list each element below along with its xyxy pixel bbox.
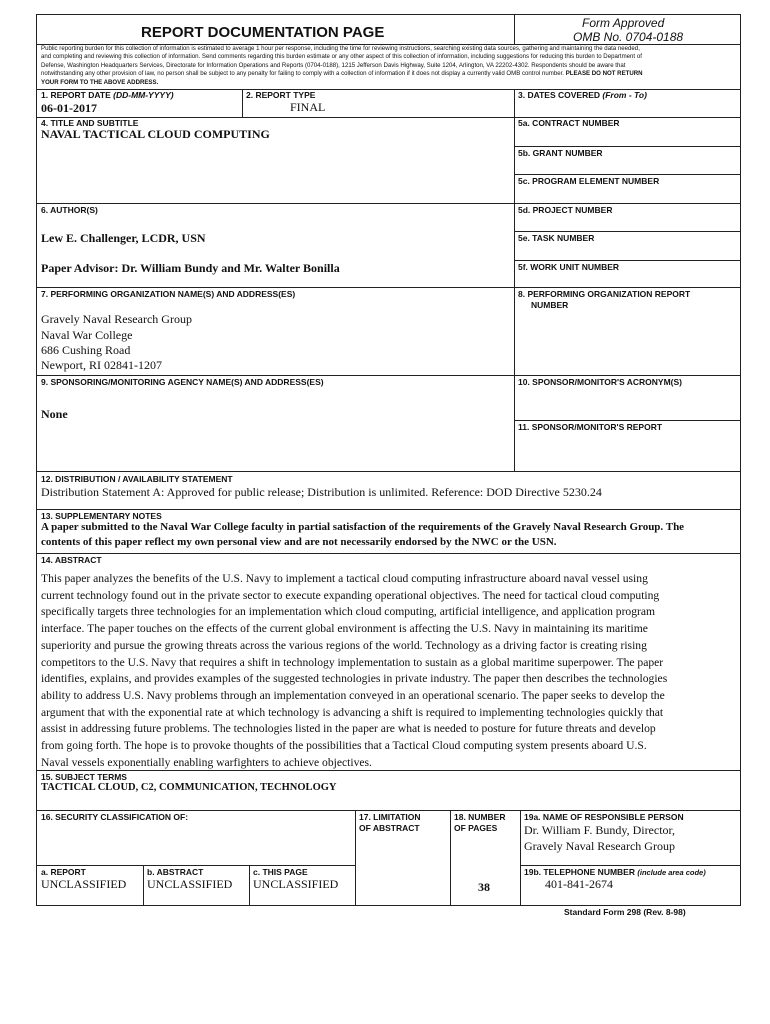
abstract-line: superiority and pursue the growing threats across the various regions of the world. Technology as a driving factor is creating rising [41,638,647,652]
divider [143,865,144,905]
responsible-person-line: Dr. William F. Bundy, Director, [524,823,676,837]
report-classification: UNCLASSIFIED [41,877,127,891]
author-value: Lew E. Challenger, LCDR, USN [41,231,206,245]
supplementary-note-line: A paper submitted to the Naval War College faculty in partial satisfaction of the requirements of the Gravely Naval Research Group. The [41,521,685,533]
divider [520,865,740,866]
divider [37,553,740,554]
divider [514,174,740,175]
block4-label: 4. TITLE AND SUBTITLE [41,118,139,128]
abstract-line: current technology found out in the private sector to execute expanding operational objectives. The need for tactical cloud computing [41,588,660,602]
divider [450,810,451,905]
block6-label: 6. AUTHOR(S) [41,205,98,215]
abstract-line: specifically targets three technologies for an implementation which cloud computing, artificial intelligence, and application program [41,605,656,619]
block2-label: 2. REPORT TYPE [246,90,316,100]
divider [514,231,740,232]
block5e-label: 5e. TASK NUMBER [518,233,595,243]
burden-line: and completing and reviewing this collection of information. Send comments regarding this burden estimate or any other aspect of this collection of information, including suggestions for reducing this burden to Department of [41,53,642,61]
responsible-person-line: Gravely Naval Research Group [524,839,675,853]
block16b-label: b. ABSTRACT [147,867,204,877]
divider [37,471,740,472]
report-date-value: 06-01-2017 [41,101,97,115]
report-type-value: FINAL [290,100,326,114]
sponsor-value: None [41,407,68,421]
divider [37,375,740,376]
block17-label: 17. LIMITATION [359,812,421,822]
advisor-value: Paper Advisor: Dr. William Bundy and Mr. Walter Bonilla [41,261,340,275]
block1-label: 1. REPORT DATE (DD-MM-YYYY) [41,90,174,100]
abstract-line: assist in addressing future problems. The technologies listed in the paper are what is needed to posture for future threats and develop [41,722,656,736]
block5b-label: 5b. GRANT NUMBER [518,148,603,158]
block19b-label: 19b. TELEPHONE NUMBER (include area code) [524,867,706,877]
divider [37,810,740,811]
omb-number: OMB No. 0704-0188 [573,30,684,44]
abstract-line: competitors to the U.S. Navy that requires a shift in technology implementation to sustain as a global maritime superpower. The paper [41,655,664,669]
org-address-line: 686 Cushing Road [41,343,131,357]
block17-label: OF ABSTRACT [359,823,420,833]
divider [355,810,356,905]
block5d-label: 5d. PROJECT NUMBER [518,205,613,215]
block12-label: 12. DISTRIBUTION / AVAILABILITY STATEMENT [41,474,233,484]
telephone-value: 401-841-2674 [545,877,613,891]
divider [37,865,355,866]
block18-label: 18. NUMBER [454,812,506,822]
abstract-line: This paper analyzes the benefits of the U.S. Navy to implement a tactical cloud computing infrastructure aboard naval vessel using [41,572,648,585]
block5f-label: 5f. WORK UNIT NUMBER [518,262,620,272]
block10-label: 10. SPONSOR/MONITOR'S ACRONYM(S) [518,377,683,387]
divider [514,420,740,421]
abstract-line: identifies, explains, and provides examples of the suggested technologies in private industry. The paper then describes the technologies [41,672,668,686]
block16c-label: c. THIS PAGE [253,867,308,877]
distribution-value: Distribution Statement A: Approved for public release; Distribution is unlimited. Reference: DOD Directive 5230.24 [41,485,602,499]
block5c-label: 5c. PROGRAM ELEMENT NUMBER [518,176,660,186]
abstract-classification: UNCLASSIFIED [147,877,233,891]
block16-label: 16. SECURITY CLASSIFICATION OF: [41,812,189,822]
block9-label: 9. SPONSORING/MONITORING AGENCY NAME(S) AND ADDRESS(ES) [41,377,324,387]
page-title: REPORT DOCUMENTATION PAGE [141,24,385,41]
block18-label: OF PAGES [454,823,498,833]
block5a-label: 5a. CONTRACT NUMBER [518,118,620,128]
burden-line: Public reporting burden for this collection of information is estimated to average 1 hour per response, including the time for reviewing instructions, searching existing data sources, gathering and maintaining the data needed, [41,45,640,52]
divider [37,509,740,510]
divider [242,89,243,117]
burden-line: notwithstanding any other provision of law, no person shall be subject to any penalty for failing to comply with a collection of information if it does not display a currently valid OMB control number. PLEASE DO NOT RETURN [41,70,643,78]
abstract-line: from going forth. The hope is to provoke thoughts of the possibilities that a Tactical Cloud computing system presents aboard U.S. [41,739,647,752]
abstract-line: ability to address U.S. Navy problems through an implementation conveyed in an operational scenario. The paper seeks to develop the [41,688,665,702]
block3-label: 3. DATES COVERED (From - To) [518,90,647,100]
org-address-line: Newport, RI 02841-1207 [41,358,162,372]
block19a-label: 19a. NAME OF RESPONSIBLE PERSON [524,812,684,822]
page-classification: UNCLASSIFIED [253,877,339,891]
burden-warning: YOUR FORM TO THE ABOVE ADDRESS. [41,78,159,86]
burden-warning: PLEASE DO NOT RETURN [565,70,643,78]
divider [514,146,740,147]
divider [520,810,521,905]
abstract-line: Naval vessels exponentially enabling warfighters to achieve objectives. [41,755,372,769]
divider [37,203,740,204]
block14-label: 14. ABSTRACT [41,555,102,565]
block16a-label: a. REPORT [41,867,86,877]
divider [514,260,740,261]
block8-label: 8. PERFORMING ORGANIZATION REPORT [518,289,691,299]
divider [37,287,740,288]
block8-label: NUMBER [531,300,569,310]
subject-terms-value: TACTICAL CLOUD, C2, COMMUNICATION, TECHNOLOGY [41,782,337,793]
burden-line: Defense, Washington Headquarters Services, Directorate for Information Operations and Reports (0704-0188), 1215 Jefferson Davis Highway, Suite 1204, Arlington, VA 22202-4302. Respondents should be aware that [41,61,626,69]
supplementary-note-line: contents of this paper reflect my own personal view and are not necessarily endorsed by the NWC or the USN. [41,536,557,548]
block11-label: 11. SPONSOR/MONITOR'S REPORT [518,422,663,432]
divider [37,117,740,118]
org-address-line: Gravely Naval Research Group [41,312,192,326]
number-of-pages-value: 38 [478,880,490,894]
title-value: NAVAL TACTICAL CLOUD COMPUTING [41,127,270,141]
org-address-line: Naval War College [41,328,133,342]
report-documentation-form [36,14,741,906]
block15-label: 15. SUBJECT TERMS [41,772,127,782]
block7-label: 7. PERFORMING ORGANIZATION NAME(S) AND ADDRESS(ES) [41,289,296,299]
abstract-line: interface. The paper touches on the effects of the current global environment is affecting the U.S. Navy in maintaining its maritime [41,622,648,636]
form-approved-text: Form Approved [582,16,665,30]
abstract-line: argument that with the exponential rate at which technology is advancing a shift is required to implementing technologies quickly that [41,705,664,719]
divider [249,865,250,905]
block13-label: 13. SUPPLEMENTARY NOTES [41,511,162,521]
form-id: Standard Form 298 (Rev. 8-98) [564,907,686,917]
divider [514,15,515,44]
